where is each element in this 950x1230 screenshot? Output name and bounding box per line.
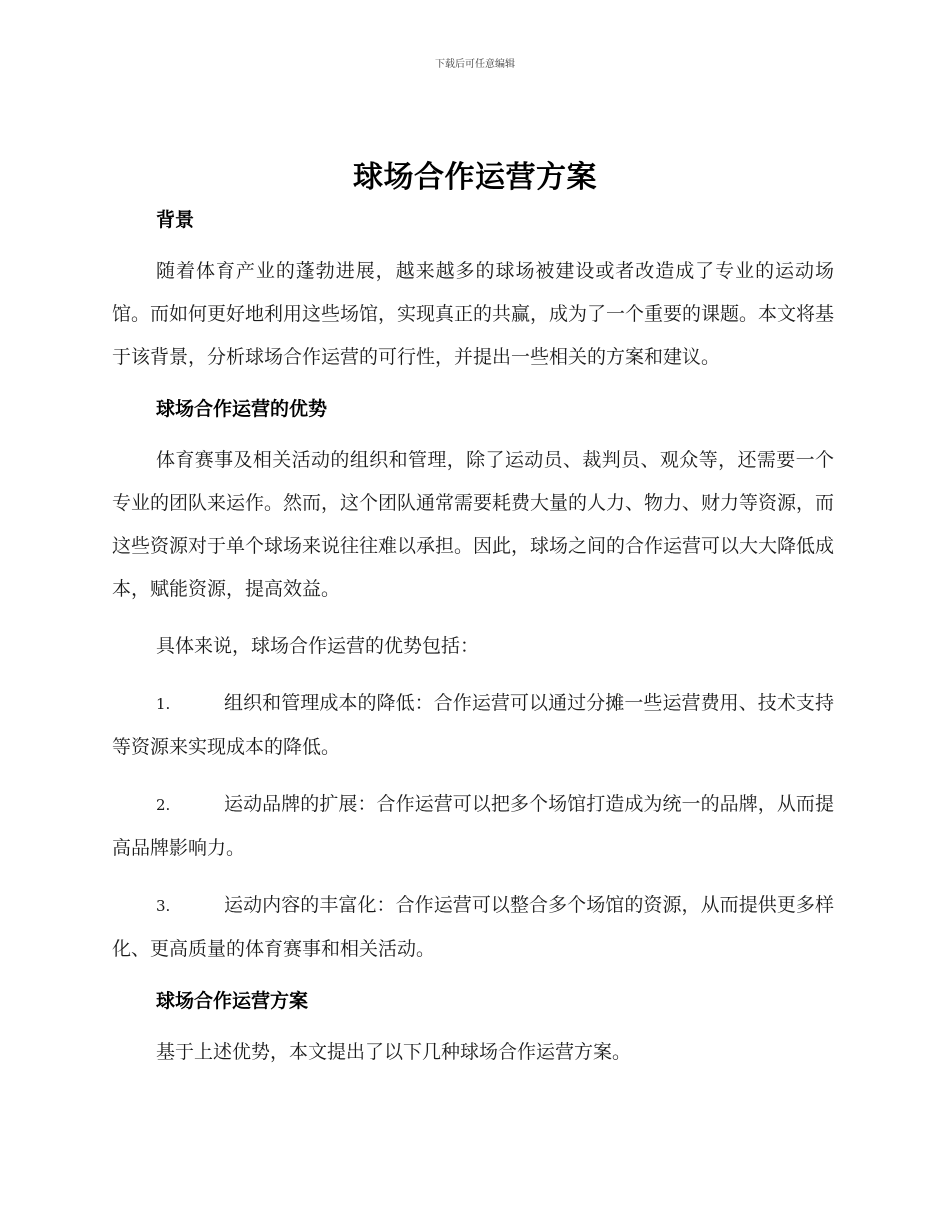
section-heading-advantages: 球场合作运营的优势 — [156, 398, 328, 420]
list-item — [112, 783, 834, 870]
list-item-number: 3. — [156, 897, 171, 915]
header-note: 下载后可任意编辑 — [435, 59, 515, 70]
list-item — [112, 682, 834, 769]
list-item-number: 2. — [156, 796, 171, 814]
list-item-text: 组织和管理成本的降低：合作运营可以通过分摊一些运营费用、技术支持等资源来实现成本的降低。 — [112, 692, 834, 758]
advantages-paragraph: 体育赛事及相关活动的组织和管理，除了运动员、裁判员、观众等，还需要一个专业的团队来运作。然而，这个团队通常需要耗费大量的人力、物力、财力等资源，而这些资源对于单个球场来说往往难以承担。因此，球场之间的合作运营可以大大降低成本，赋能资源，提高效益。 — [112, 449, 835, 600]
advantages-intro: 具体来说，球场合作运营的优势包括： — [156, 635, 480, 657]
background-paragraph: 随着体育产业的蓬勃进展，越来越多的球场被建设或者改造成了专业的运动场馆。而如何更好地利用这些场馆，实现真正的共赢，成为了一个重要的课题。本文将基于该背景，分析球场合作运营的可行性，并提出一些相关的方案和建议。 — [112, 260, 835, 368]
document-body — [112, 200, 834, 1074]
list-item — [112, 884, 834, 971]
list-item-number: 1. — [156, 695, 171, 713]
list-item-text: 运动品牌的扩展：合作运营可以把多个场馆打造成为统一的品牌，从而提高品牌影响力。 — [112, 793, 834, 859]
section-heading-plan: 球场合作运营方案 — [156, 990, 309, 1012]
document-title: 球场合作运营方案 — [353, 160, 597, 195]
plan-paragraph: 基于上述优势，本文提出了以下几种球场合作运营方案。 — [156, 1041, 632, 1063]
section-heading-background: 背景 — [156, 209, 195, 231]
list-item-text: 运动内容的丰富化：合作运营可以整合多个场馆的资源，从而提供更多样化、更高质量的体育赛事和相关活动。 — [112, 894, 834, 960]
